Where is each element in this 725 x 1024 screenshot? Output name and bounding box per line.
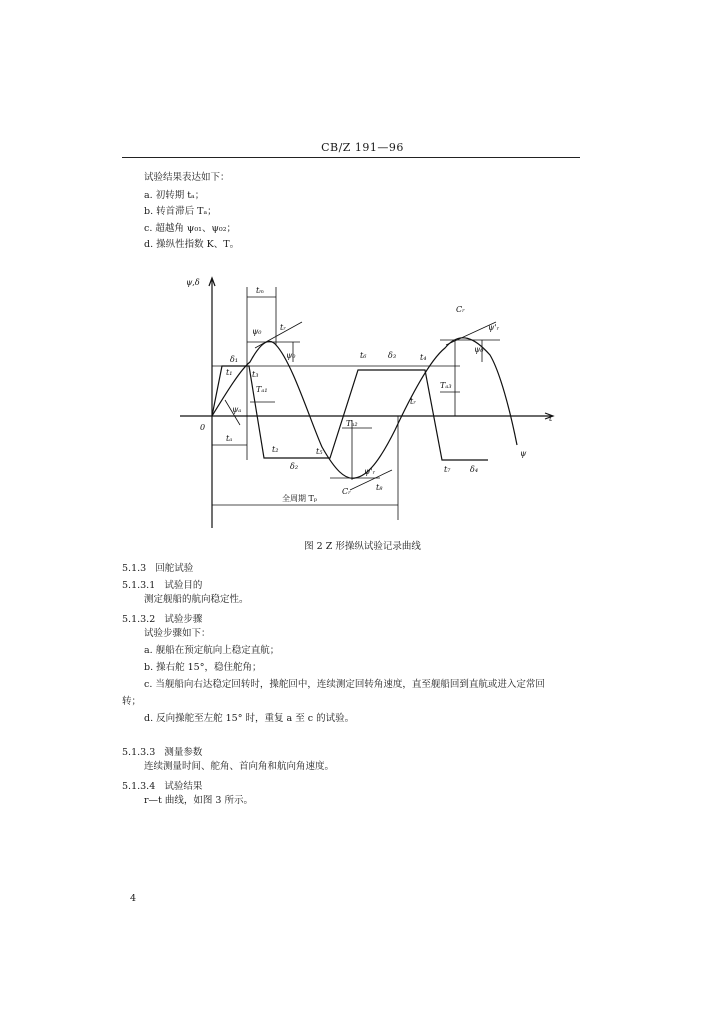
section-5-1-3-3 — [122, 744, 202, 758]
section-title: 回舵试验 — [155, 563, 194, 574]
intro-item-b: b. 转首滞后 Tₐ； — [144, 206, 217, 217]
section-number: 5.1.3.3 — [122, 747, 156, 758]
label-t2: t₂ — [272, 445, 279, 454]
section-title: 测量参数 — [164, 747, 203, 758]
label-delta2: δ₂ — [290, 462, 299, 471]
label-delta4: δ₄ — [470, 465, 479, 474]
section-number: 5.1.3.2 — [122, 614, 156, 625]
label-tr: tᵣ — [280, 323, 286, 332]
label-psi01: ψ₀ — [286, 351, 296, 360]
label-y-axis: ψ,δ — [186, 278, 200, 287]
section-number: 5.1.3 — [122, 563, 147, 574]
section-number: 5.1.3.4 — [122, 781, 156, 792]
label-tr2: tᵣ — [410, 397, 416, 406]
intro-item-a: a. 初转期 tₐ； — [144, 190, 205, 201]
label-Cr2: Cᵣ — [456, 305, 465, 314]
body-line: 连续测量时间、舵角、首向角和航向角速度。 — [144, 761, 335, 772]
label-t-m: tₘ — [256, 286, 265, 295]
label-t-axis: t — [549, 414, 553, 423]
label-Ta2: Tₐ₂ — [346, 419, 358, 428]
page-header: CB/Z 191—96 — [321, 141, 404, 154]
body-line: 转； — [122, 696, 142, 707]
page-number: 4 — [130, 893, 137, 904]
label-Ta1: Tₐ₁ — [256, 385, 268, 394]
label-psi-a: ψₐ — [232, 405, 242, 414]
label-period: 全周期 Tₚ — [282, 494, 318, 503]
body-line: a. 舰船在预定航向上稳定直航； — [144, 645, 280, 656]
section-5-1-3-2 — [122, 611, 202, 625]
label-psi02: ψ₀ — [474, 345, 484, 354]
label-t5: t₅ — [316, 447, 323, 456]
label-psi-r1: ψ'ᵣ — [364, 467, 376, 476]
intro-item-c: c. 超越角 ψ₀₁、ψ₀₂； — [144, 223, 237, 234]
section-title: 试验结果 — [164, 781, 203, 792]
label-psi0: ψ₀ — [252, 327, 262, 336]
label-t4: t₄ — [420, 353, 427, 362]
label-t-a: tₐ — [226, 434, 233, 443]
label-delta3: δ₃ — [388, 351, 397, 360]
section-title: 试验步骤 — [164, 614, 203, 625]
body-line: d. 反向操舵至左舵 15° 时，重复 a 至 c 的试验。 — [144, 713, 355, 724]
intro-item-d: d. 操纵性指数 K、T。 — [144, 239, 240, 250]
label-t8: t₈ — [376, 483, 383, 492]
label-t7: t₇ — [444, 465, 451, 474]
label-t1: t₁ — [226, 368, 233, 377]
label-psi-end: ψ — [520, 449, 527, 458]
body-line: r—t 曲线，如图 3 所示。 — [144, 795, 253, 806]
label-psi-r2: ψ'ᵣ — [488, 323, 500, 332]
section-title: 试验目的 — [164, 580, 203, 591]
body-line: 测定舰船的航向稳定性。 — [144, 594, 249, 605]
label-t3: t₃ — [252, 370, 259, 379]
figure-caption: 图 2 Z 形操纵试验记录曲线 — [304, 541, 421, 552]
body-line: 试验步骤如下： — [144, 628, 211, 639]
intro-lead: 试验结果表达如下： — [144, 172, 230, 183]
section-5-1-3-1 — [122, 577, 202, 591]
label-origin: 0 — [200, 423, 206, 432]
label-Cr1: Cᵣ — [342, 487, 351, 496]
section-number: 5.1.3.1 — [122, 580, 156, 591]
body-line: b. 操右舵 15°，稳住舵角； — [144, 662, 262, 673]
body-line: c. 当舰船向右达稳定回转时，操舵回中，连续测定回转角速度，直至舰船回到直航或进入定常回 — [144, 679, 545, 690]
label-Ta3: Tₐ₃ — [440, 381, 452, 390]
section-5-1-3-4 — [122, 778, 202, 792]
label-delta1: δ₁ — [230, 355, 239, 364]
label-t6: t₆ — [360, 351, 367, 360]
section-5-1-3 — [122, 560, 193, 574]
